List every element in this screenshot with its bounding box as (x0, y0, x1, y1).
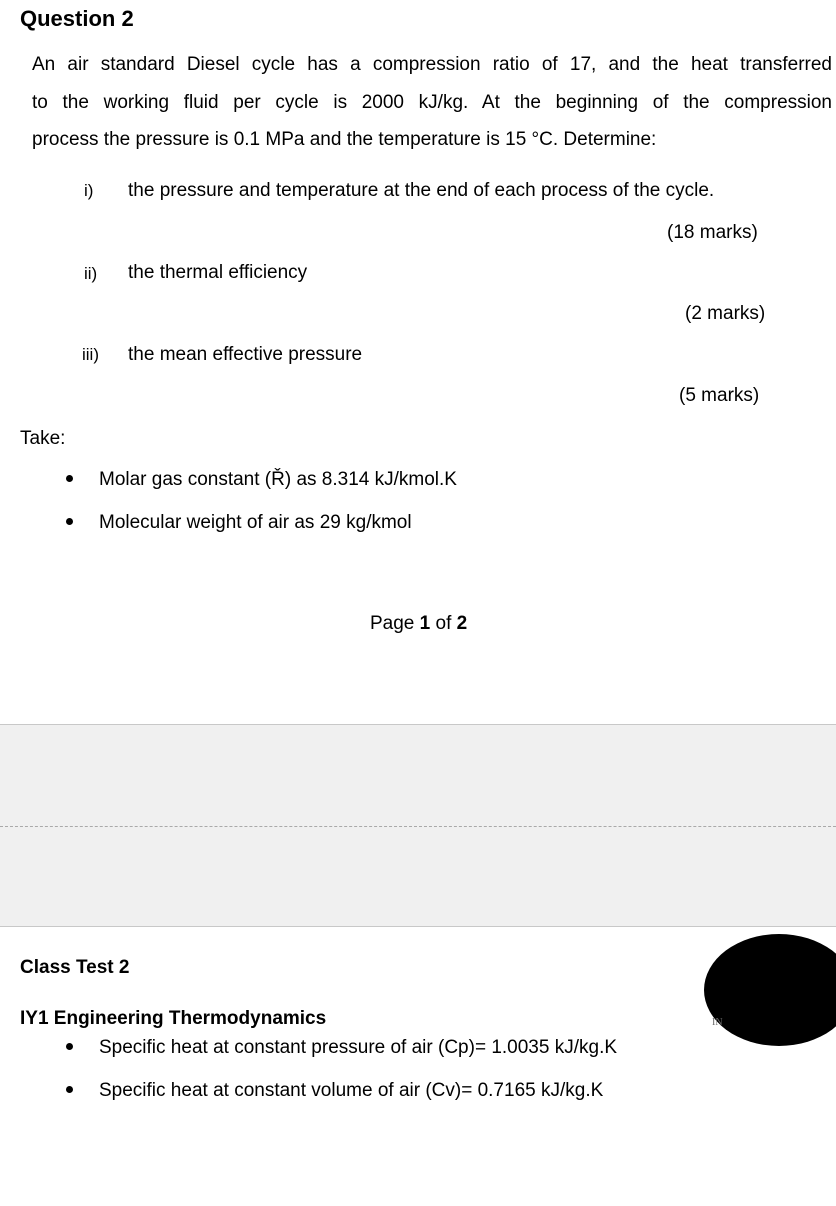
part-marks: (2 marks) (685, 303, 766, 324)
page-number-mid: of (430, 613, 457, 634)
list-item (66, 512, 412, 534)
bullet-icon (66, 475, 73, 482)
question-body-line: to the working fluid per cycle is 2000 kJ/kg. At the beginning of the compression (32, 91, 832, 113)
page-break (0, 724, 836, 927)
part-text: the mean effective pressure (128, 344, 363, 365)
question-body (32, 46, 832, 159)
list-item (66, 1037, 617, 1059)
page-break-divider (0, 826, 836, 827)
logo-text: IN (712, 1017, 723, 1028)
list-item (66, 469, 457, 491)
part-number: iii) (82, 345, 99, 364)
part-number: ii) (84, 264, 98, 283)
page-number-prefix: Page (370, 613, 420, 634)
page-current: 1 (419, 613, 431, 634)
bullet-icon (66, 1086, 73, 1093)
list-item-text: Molecular weight of air as 29 kg/kmol (99, 512, 412, 533)
header-course-name: IY1 Engineering Thermodynamics (20, 1008, 327, 1029)
header-test-name: Class Test 2 (20, 957, 130, 978)
part-text: the thermal efficiency (128, 262, 308, 283)
take-label: Take: (20, 428, 66, 449)
list-item-text: Specific heat at constant pressure of air (Cp)= 1.0035 kJ/kg.K (99, 1037, 618, 1058)
list-item-text: Specific heat at constant volume of air (Cv)= 0.7165 kJ/kg.K (99, 1080, 604, 1101)
page-total: 2 (456, 613, 468, 634)
bullet-icon (66, 1043, 73, 1050)
part-marks: (18 marks) (667, 222, 758, 243)
question-body-line: An air standard Diesel cycle has a compression ratio of 17, and the heat transferred (32, 54, 832, 75)
question-body-line: process the pressure is 0.1 MPa and the temperature is 15 °C. Determine: (32, 129, 657, 150)
part-marks: (5 marks) (679, 385, 760, 406)
part-text: the pressure and temperature at the end of each process of the cycle. (128, 180, 715, 201)
part-number: i) (84, 181, 94, 200)
page-number (370, 613, 467, 635)
bullet-icon (66, 518, 73, 525)
list-item-text: Molar gas constant (Ř) as 8.314 kJ/kmol.K (99, 469, 457, 490)
question-title: Question 2 (20, 6, 134, 31)
list-item (66, 1080, 603, 1102)
